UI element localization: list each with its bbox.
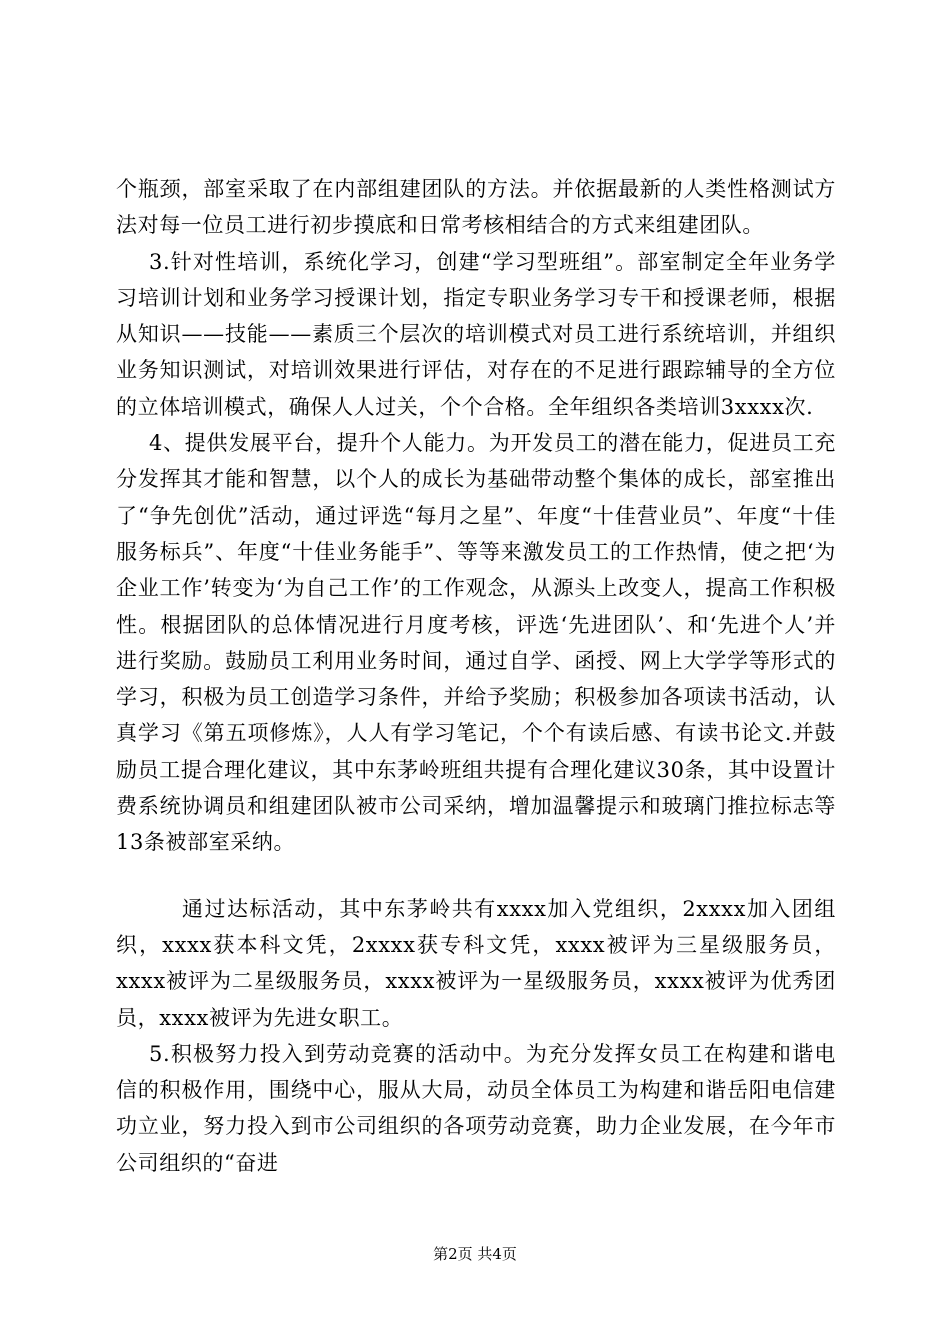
page-number-footer: 第2页 共4页 <box>433 1245 517 1263</box>
paragraph-continuation: 个瓶颈，部室采取了在内部组建团队的方法。并依据最新的人类性格测试方法对每一位员工进行初步摸底和日常考核相结合的方式来组建团队。 <box>116 177 836 238</box>
document-body <box>116 171 836 1181</box>
paragraph-item-5: 5.积极努力投入到劳动竞赛的活动中。为充分发挥女员工在构建和谐电信的积极作用，围绕中心，服从大局，动员全体员工为构建和谐岳阳电信建功立业，努力投入到市公司组织的各项劳动竞赛，助力企业发展，在今年市公司组织的“奋进 <box>116 1041 836 1175</box>
paragraph-achievements: 通过达标活动，其中东茅岭共有xxxx加入党组织，2xxxx加入团组织，xxxx获本科文凭，2xxxx获专科文凭，xxxx被评为三星级服务员，xxxx被评为二星级服务员，xxxx被评为一星级服务员，xxxx被评为优秀团员，xxxx被评为先进女职工。 <box>116 896 836 1030</box>
paragraph-item-3: 3.针对性培训，系统化学习，创建“学习型班组”。部室制定全年业务学习培训计划和业务学习授课计划，指定专职业务学习专干和授课老师，根据从知识——技能——素质三个层次的培训模式对员工进行系统培训，并组织业务知识测试，对培训效果进行评估，对存在的不足进行跟踪辅导的全方位的立体培训模式，确保人人过关，个个合格。全年组织各类培训3xxxx次. <box>116 249 836 419</box>
paragraph-item-4: 4、提供发展平台，提升个人能力。为开发员工的潜在能力，促进员工充分发挥其才能和智慧，以个人的成长为基础带动整个集体的成长，部室推出了“争先创优”活动，通过评选“每月之星”、年度“十佳营业员”、年度“十佳服务标兵”、年度“十佳业务能手”、等等来激发员工的工作热情，使之把‘为企业工作’转变为‘为自己工作’的工作观念，从源头上改变人，提高工作积极性。根据团队的总体情况进行月度考核，评选‘先进团队’、和‘先进个人’并进行奖励。鼓励员工利用业务时间，通过自学、函授、网上大学学等形式的学习，积极为员工创造学习条件，并给予奖励；积极参加各项读书活动，认真学习《第五项修炼》，人人有学习笔记，个个有读后感、有读书论文.并鼓励员工提合理化建议，其中东茅岭班组共提有合理化建议30条，其中设置计费系统协调员和组建团队被市公司采纳，增加温馨提示和玻璃门推拉标志等13条被部室采纳。 <box>116 431 836 855</box>
